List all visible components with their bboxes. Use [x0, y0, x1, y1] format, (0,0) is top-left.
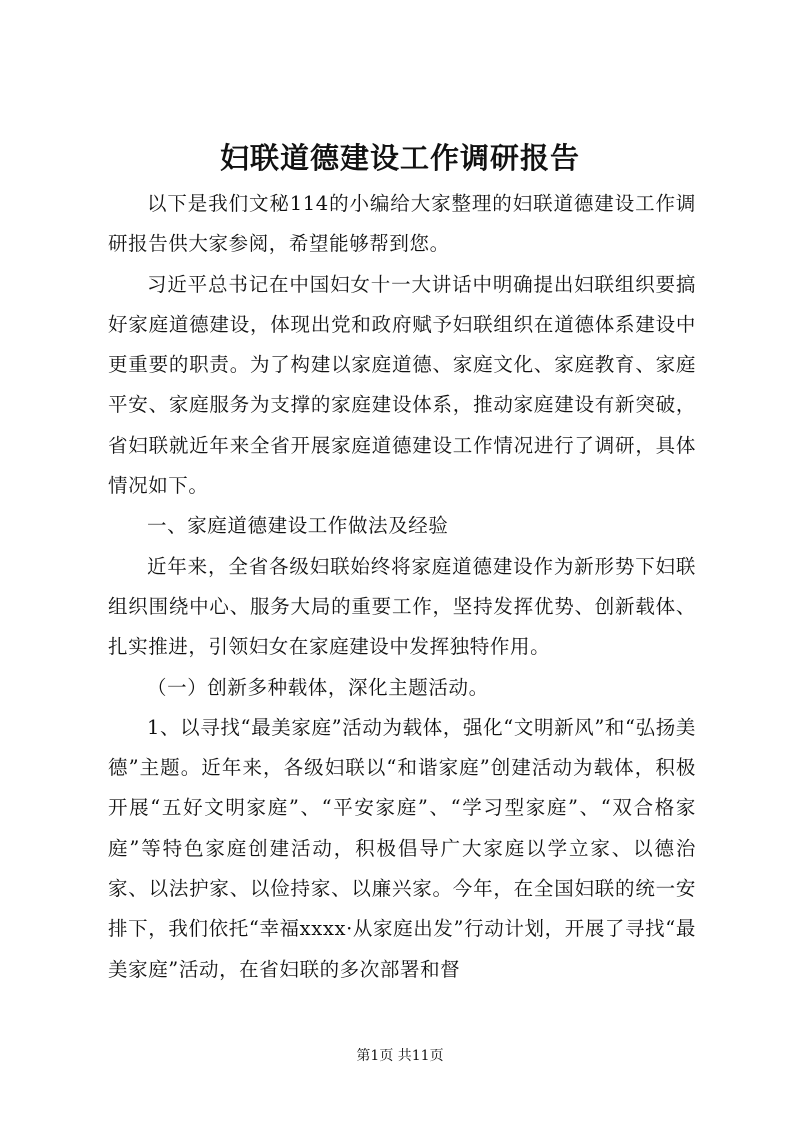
paragraph-overview: 近年来，全省各级妇联始终将家庭道德建设作为新形势下妇联组织围绕中心、服务大局的重要工作，坚持发挥优势、创新载体、扎实推进，引领妇女在家庭建设中发挥独特作用。: [108, 554, 696, 659]
document-body: [108, 184, 696, 990]
subsection-heading-1: （一）创新多种载体，深化主题活动。: [147, 675, 489, 699]
paragraph-intro: 以下是我们文秘114的小编给大家整理的妇联道德建设工作调研报告供大家参阅，希望能够帮到您。: [108, 192, 696, 256]
document-title: 妇联道德建设工作调研报告: [219, 141, 580, 175]
paragraph-item-1: 1、以寻找“最美家庭”活动为载体，强化“文明新风”和“弘扬美德”主题。近年来，各级妇联以“和谐家庭”创建活动为载体，积极开展“五好文明家庭”、“平安家庭”、“学习型家庭”、“双合格家庭”等特色家庭创建活动，积极倡导广大家庭以学立家、以德治家、以法护家、以俭持家、以廉兴家。今年，在全国妇联的统一安排下，我们依托“幸福xxxx·从家庭出发”行动计划，开展了寻找“最美家庭”活动，在省妇联的多次部署和督: [108, 715, 696, 981]
paragraph-background: 习近平总书记在中国妇女十一大讲话中明确提出妇联组织要搞好家庭道德建设，体现出党和政府赋予妇联组织在道德体系建设中更重要的职责。为了构建以家庭道德、家庭文化、家庭教育、家庭平安、家庭服务为支撑的家庭建设体系，推动家庭建设有新突破，省妇联就近年来全省开展家庭道德建设工作情况进行了调研，具体情况如下。: [108, 272, 696, 498]
section-heading-1: 一、家庭道德建设工作做法及经验: [147, 514, 449, 538]
page-number-footer: 第1页 共11页: [356, 1048, 444, 1064]
